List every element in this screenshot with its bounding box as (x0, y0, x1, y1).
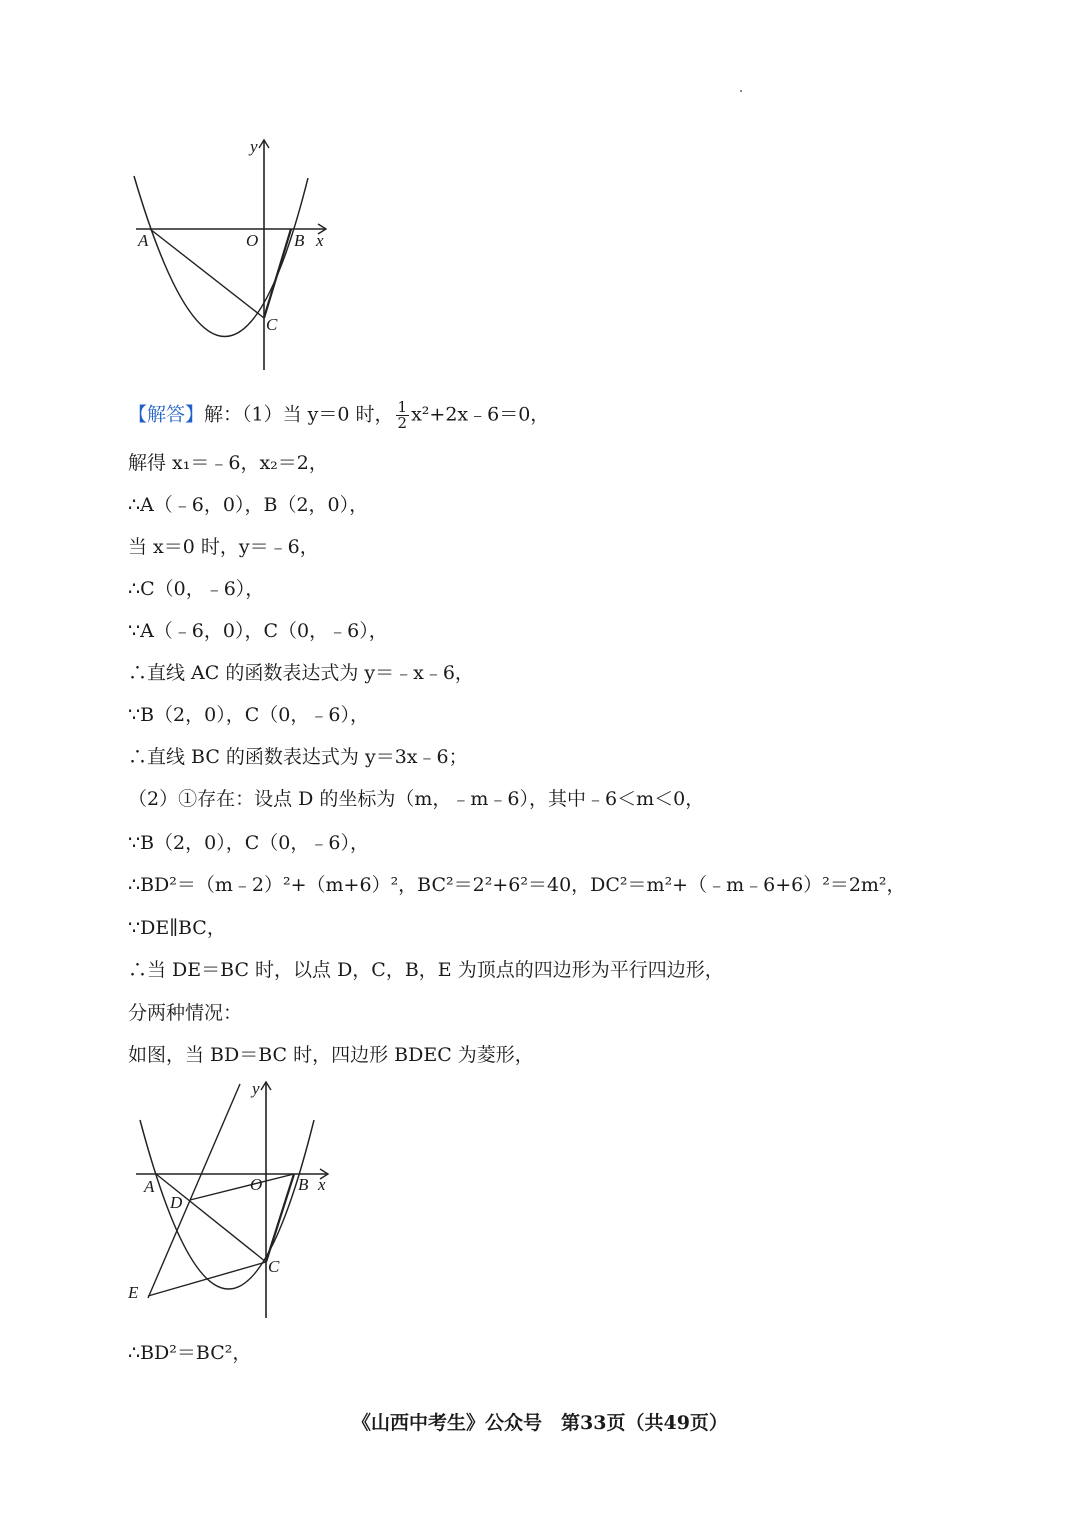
label-b: B (294, 231, 305, 250)
text-line: ∴A（﹣6，0），B（2，0）， (128, 494, 369, 516)
answer-tag: 【解答】 (128, 403, 205, 426)
stray-dot (740, 90, 742, 92)
segment-bd (190, 1174, 294, 1200)
label-a: A (138, 231, 149, 250)
line1-prefix: 解：（1）当 y＝0 时， (204, 403, 394, 426)
fraction-denominator: 2 (397, 414, 408, 432)
label-d: D (170, 1193, 183, 1212)
answer-line-1 (128, 400, 549, 431)
parabola-curve (140, 1120, 314, 1289)
text-line: ∴当 DE＝BC 时，以点 D，C，B，E 为顶点的四边形为平行四边形， (128, 959, 724, 981)
text-line: ∴直线 AC 的函数表达式为 y＝﹣x﹣6， (128, 662, 474, 684)
text-line: 当 x＝0 时，y＝﹣6， (128, 536, 319, 558)
fraction-numerator: 1 (397, 398, 408, 416)
label-x: x (316, 231, 324, 250)
text-line: ∴BD²＝（m﹣2）²+（m+6）²，BC²＝2²+6²＝40，DC²＝m²+（﹣m﹣6+6）²＝2m²， (128, 874, 906, 896)
text-line: ∵A（﹣6，0），C（0，﹣6）， (128, 620, 388, 642)
label-a: A (144, 1177, 155, 1196)
label-o: O (246, 231, 259, 250)
segment-ec (148, 1262, 266, 1296)
text-line: ∵B（2，0），C（0，﹣6）， (128, 832, 369, 854)
text-line: 解得 x₁＝﹣6，x₂＝2， (128, 452, 328, 474)
text-line: ∴C（0，﹣6）， (128, 578, 265, 600)
label-y: y (252, 1079, 260, 1098)
text-line: ∵DE∥BC， (128, 917, 226, 939)
label-c: C (268, 1257, 280, 1276)
page-footer: 《山西中考生》公众号 第33页（共49页） (352, 1412, 728, 1434)
label-x: x (318, 1175, 326, 1194)
label-e: E (128, 1283, 139, 1302)
text-line: 分两种情况： (128, 1002, 243, 1024)
fraction-one-half (396, 400, 410, 431)
figure-1-parabola (128, 136, 338, 376)
text-line: ∴直线 BC 的函数表达式为 y＝3x﹣6； (128, 746, 468, 768)
text-line: （2）①存在：设点 D 的坐标为（m，﹣m﹣6），其中﹣6＜m＜0， (128, 788, 705, 810)
segment-bc (266, 1174, 294, 1262)
segment-bc (264, 229, 291, 318)
line1-suffix: x²+2x﹣6＝0， (411, 403, 550, 426)
label-o: O (250, 1175, 263, 1194)
text-line: ∵B（2，0），C（0，﹣6）， (128, 704, 369, 726)
label-c: C (266, 315, 278, 334)
text-line-last: ∴BD²＝BC²， (128, 1342, 252, 1364)
label-b: B (298, 1175, 309, 1194)
text-line: 如图，当 BD＝BC 时，四边形 BDEC 为菱形， (128, 1044, 534, 1066)
label-y: y (250, 137, 258, 156)
figure-2-rhombus (122, 1078, 344, 1326)
